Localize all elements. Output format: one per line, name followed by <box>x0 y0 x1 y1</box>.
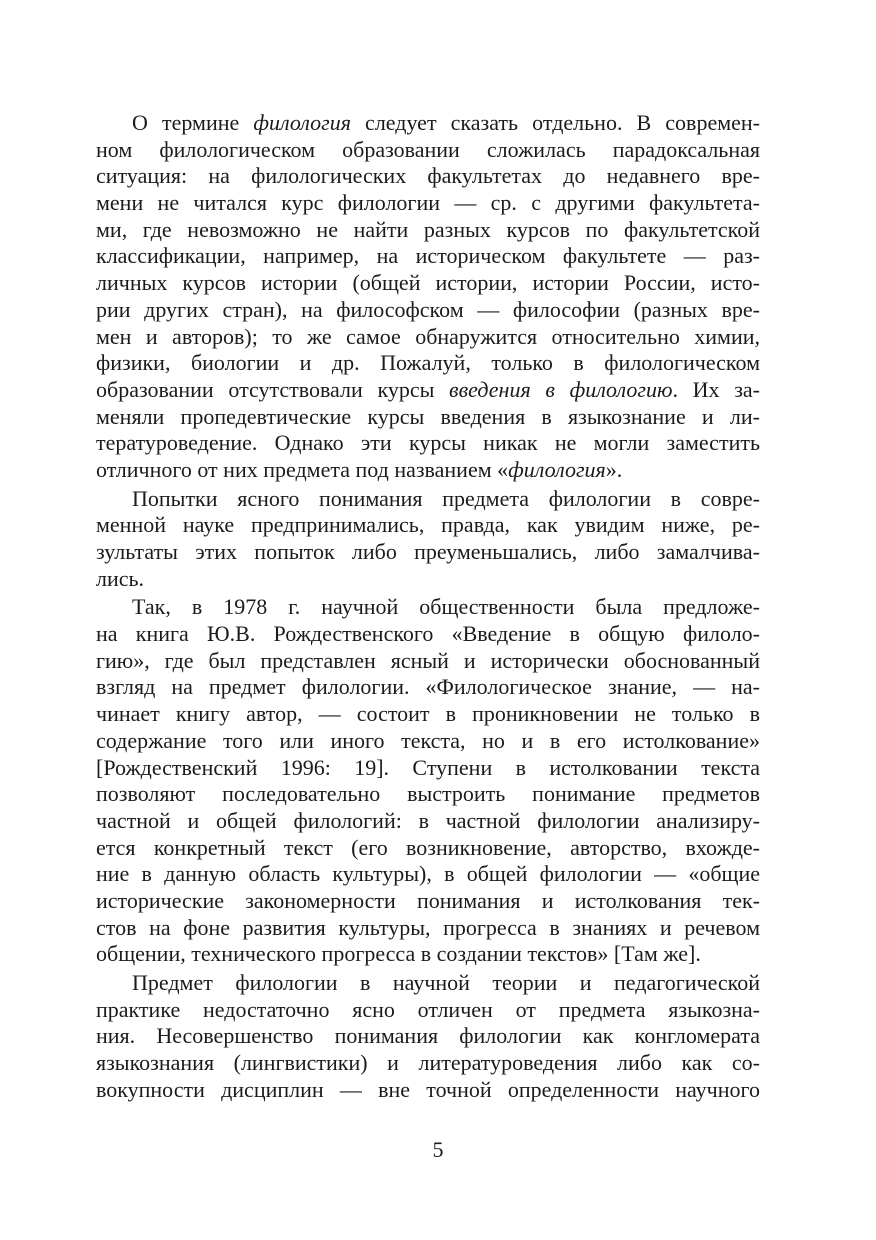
text-line: Предмет филологии в научной теории и педагогической <box>132 970 760 995</box>
text-line: общении, технического прогресса в создании текстов» [Там же]. <box>96 941 701 967</box>
paragraph-1 <box>96 110 760 484</box>
text-line: тературоведение. Однако эти курсы никак не могли заместить <box>96 430 760 456</box>
text-line: на книга Ю.В. Рождественского «Введение в общую филоло- <box>96 621 760 647</box>
text-line: образовании отсутствовали курсы введения в филологию. Их за- <box>96 376 760 402</box>
text-line: взгляд на предмет филологии. «Филологическое знание, — на- <box>96 674 760 700</box>
text-line: гию», где был представлен ясный и исторически обоснованный <box>96 647 760 673</box>
text-line: ми, где невозможно не найти разных курсов по факультетской <box>96 216 760 242</box>
book-page-text <box>96 110 760 1105</box>
text-line: ситуация: на филологических факультетах до недавнего вре- <box>96 163 760 189</box>
text-line: менной науке предпринимались, правда, как увидим ниже, ре- <box>96 512 760 538</box>
text-line: ние в данную область культуры), в общей филологии — «общие <box>96 861 760 887</box>
text-line: исторические закономерности понимания и истолкования тек- <box>96 887 760 913</box>
text-line: лись. <box>96 565 145 591</box>
text-line: вокупности дисциплин — вне точной определенности научного <box>96 1076 760 1102</box>
text-line: мен и авторов); то же самое обнаружится относительно химии, <box>96 323 760 349</box>
text-line: меняли пропедевтические курсы введения в языкознание и ли- <box>96 403 760 429</box>
text-line: отличного от них предмета под названием «филология». <box>96 456 623 482</box>
text-line: ния. Несовершенство понимания филологии как конгломерата <box>96 1023 760 1049</box>
text-line: О термине филология следует сказать отдельно. В современ- <box>132 110 760 135</box>
text-line: практике недостаточно ясно отличен от предмета языкозна- <box>96 996 760 1022</box>
text-line: [Рождественский 1996: 19]. Ступени в истолковании текста <box>96 754 760 780</box>
italic-term: введения в филологию <box>449 376 673 402</box>
page-number: 5 <box>432 1137 444 1162</box>
text-line: зультаты этих попыток либо преуменьшались, либо замалчива- <box>96 539 760 564</box>
text-line: Так, в 1978 г. научной общественности была предложе- <box>132 594 760 620</box>
text-line: стов на фоне развития культуры, прогресса в знаниях и речевом <box>96 914 760 940</box>
text-line: содержание того или иного текста, но и в его истолкование» <box>96 727 760 753</box>
paragraph-3 <box>96 594 760 968</box>
text-line: чинает книгу автор, — состоит в проникновении не только в <box>96 701 760 727</box>
text-line: частной и общей филологий: в частной филологии анализиру- <box>96 807 760 833</box>
text-line: мени не читался курс филологии — ср. с другими факультета- <box>96 190 760 216</box>
text-line: Попытки ясного понимания предмета филологии в совре- <box>132 485 760 511</box>
text-line: языкознания (лингвистики) и литературоведения либо как со- <box>96 1050 760 1076</box>
text-line: ется конкретный текст (его возникновение, авторство, вхожде- <box>96 834 760 860</box>
text-line: рии других стран), на философском — философии (разных вре- <box>96 296 760 322</box>
text-line: личных курсов истории (общей истории, истории России, исто- <box>96 270 760 296</box>
text-line: ном филологическом образовании сложилась парадоксальная <box>96 136 760 162</box>
italic-term: филология <box>508 456 606 482</box>
paragraph-2 <box>96 486 760 593</box>
italic-term: филология <box>253 110 351 135</box>
paragraph-4 <box>96 970 760 1103</box>
text-line: классификации, например, на историческом факультете — раз- <box>96 243 760 269</box>
text-line: физики, биологии и др. Пожалуй, только в филологическом <box>96 350 760 376</box>
text-line: позволяют последовательно выстроить понимание предметов <box>96 781 760 807</box>
